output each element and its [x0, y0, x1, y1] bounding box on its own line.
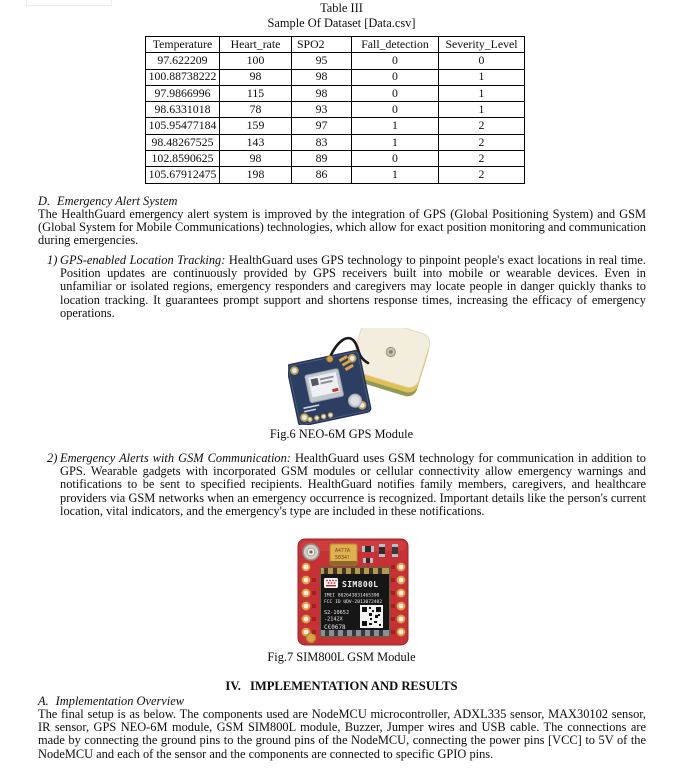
column-header: Fall_detection: [352, 37, 439, 53]
implementation-paragraph: The final setup is as below. The components used are NodeMCU microcontroller, ADXL335 sensor, MAX30102 sensor, IR sensor, GPS NEO-6M module, GSM SIM800L module, Buzzer, Jumper wires and USB cable. The connections are made by connecting the ground pins to the ground pins of the NodeMCU, connecting the power pins [VCC] to 5V of the NodeMCU and each of the sensor and the components are connected to specific GPIO pins.: [38, 707, 646, 761]
svg-text:5034!: 5034!: [335, 555, 351, 561]
figure7-caption: Fig.7 SIM800L GSM Module: [267, 650, 416, 664]
table-cell: 89: [292, 151, 352, 167]
svg-text:C€0678: C€0678: [324, 624, 346, 631]
gsm-module-illustration: [297, 538, 410, 647]
sim800l-chip: [320, 567, 390, 637]
table-cell: 1: [352, 167, 439, 183]
dataset-table-body: [146, 53, 525, 183]
table-cell: 159: [220, 118, 292, 134]
table-title: Table III: [320, 1, 363, 15]
table-cell: 83: [292, 134, 352, 150]
table-cell: 1: [439, 102, 525, 118]
table-header-row: [146, 37, 525, 53]
table-row: [146, 53, 525, 69]
table-row: [146, 102, 525, 118]
list-lead: Emergency Alerts with GSM Communication:: [60, 451, 291, 465]
table-cell: 0: [352, 69, 439, 85]
svg-text:IMEI 862643831465390: IMEI 862643831465390: [324, 593, 380, 599]
table-subtitle: Sample Of Dataset [Data.csv]: [267, 16, 416, 30]
column-header: Severity_Level: [439, 37, 525, 53]
table-cell: 1: [352, 118, 439, 134]
list-marker: 2): [47, 451, 58, 465]
section-marker: D.: [38, 194, 51, 208]
table-row: [146, 118, 525, 134]
table-cell: 1: [439, 85, 525, 101]
table-cell: 0: [352, 102, 439, 118]
list-item-gsm: [38, 452, 646, 518]
table-cell: 2: [439, 134, 525, 150]
capacitor-component: [330, 544, 357, 565]
section-iv-heading: [0, 679, 683, 694]
list-lead: GPS-enabled Location Tracking:: [60, 253, 226, 267]
section-number: IV.: [225, 679, 241, 693]
svg-text:A477A: A477A: [335, 548, 351, 554]
table-row: [146, 134, 525, 150]
table-cell: 98: [220, 151, 292, 167]
table-cell: 97.9866996: [146, 85, 220, 101]
table-cell: 93: [292, 102, 352, 118]
table-cell: 105.67912475: [146, 167, 220, 183]
table-row: [146, 69, 525, 85]
table-row: [146, 167, 525, 183]
section-marker: A.: [38, 694, 49, 708]
svg-text:SIM800L: SIM800L: [342, 580, 379, 589]
column-header: SPO2: [292, 37, 352, 53]
table-row: [146, 151, 525, 167]
table-cell: 0: [352, 53, 439, 69]
table-cell: 115: [220, 85, 292, 101]
table-cell: 97.622209: [146, 53, 220, 69]
gsm-module-photo: [297, 538, 410, 647]
figure6-caption: Fig.6 NEO-6M GPS Module: [269, 427, 414, 441]
table-cell: 143: [220, 134, 292, 150]
column-header: Temperature: [146, 37, 220, 53]
table-cell: 0: [439, 53, 525, 69]
svg-text:FCC ID UDV-2013072402: FCC ID UDV-2013072402: [324, 600, 383, 605]
table-cell: 98.48267525: [146, 134, 220, 150]
simcom-logo: [324, 578, 338, 588]
table-cell: 98.6331018: [146, 102, 220, 118]
table-cell: 78: [220, 102, 292, 118]
table-cell: 105.95477184: [146, 118, 220, 134]
list-text: HealthGuard uses GPS technology to pinpoint people's exact locations in real time. Position updates are continuously provided by GPS receivers built into mobile or wearable devices. Even in unfamiliar or isolated regions, emergency responders and caregivers may locate people in danger quickly thanks to location tracking. It guarantees prompt support and shortens response times, increasing the efficacy of emergency operations.: [60, 253, 646, 320]
table-cell: 198: [220, 167, 292, 183]
table-cell: 100: [220, 53, 292, 69]
svg-text:-2142X: -2142X: [324, 616, 343, 623]
table-cell: 98: [220, 69, 292, 85]
section-title: IMPLEMENTATION AND RESULTS: [249, 679, 458, 693]
table-cell: 100.88738222: [146, 69, 220, 85]
table-cell: 1: [439, 69, 525, 85]
table-cell: 2: [439, 151, 525, 167]
table-cell: 95: [292, 53, 352, 69]
table-cell: 102.8590625: [146, 151, 220, 167]
table-row: [146, 85, 525, 101]
table-cell: 2: [439, 167, 525, 183]
corner-pad: [306, 633, 315, 642]
gps-module-illustration: [288, 328, 430, 425]
table-cell: 98: [292, 85, 352, 101]
gps-pcb: [288, 350, 372, 425]
gps-module-photo: [288, 328, 430, 425]
section-d-paragraph: The HealthGuard emergency alert system is improved by the integration of GPS (Global Positioning System) and GSM (Global System for Mobile Communications) technologies, which allow for exact position monitoring and communication during emergencies.: [38, 207, 646, 248]
section-title: Emergency Alert System: [57, 194, 178, 208]
svg-text:S2-1065J: S2-1065J: [324, 610, 349, 616]
table-cell: 2: [439, 118, 525, 134]
column-header: Heart_rate: [220, 37, 292, 53]
list-marker: 1): [47, 253, 58, 267]
table-cell: 86: [292, 167, 352, 183]
table-cell: 97: [292, 118, 352, 134]
list-item-gps: [38, 254, 646, 320]
dataset-table: [145, 36, 525, 184]
qr-code: [360, 605, 383, 628]
section-title: Implementation Overview: [55, 694, 185, 708]
table-cell: 0: [352, 151, 439, 167]
table-cell: 0: [352, 85, 439, 101]
table-cell: 1: [352, 134, 439, 150]
table-cell: 98: [292, 69, 352, 85]
list-text: HealthGuard uses GSM technology for communication in addition to GPS. Wearable gadgets with incorporated GSM modules or cellular connectivity allow emergency warnings and notifications to be sent to specified recipients. HealthGuard notifies family members, caregivers, and healthcare providers via GSM networks when an emergency occurrence is recognized. Important details like the person's current location, vital indicators, and the emergency's type are included in these notifications.: [60, 451, 646, 518]
